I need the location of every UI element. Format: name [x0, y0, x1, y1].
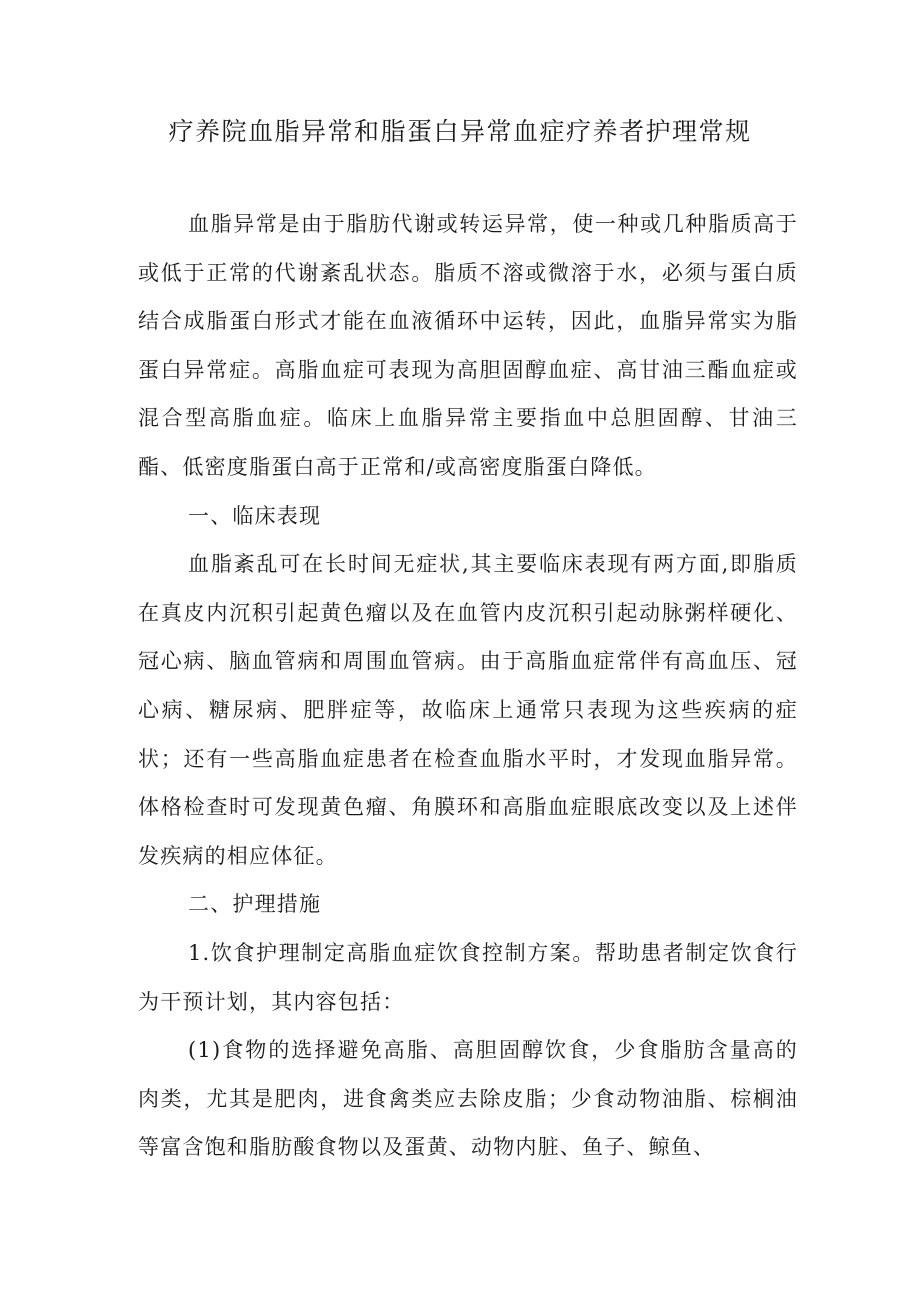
clinical-paragraph: 血脂紊乱可在长时间无症状,其主要临床表现有两方面,即脂质在真皮内沉积引起黄色瘤以及在血管内皮沉积引起动脉粥样硬化、冠心病、脑血管病和周围血管病。由于高脂血症常伴有高血压、冠心病、糖尿病、肥胖症等，故临床上通常只表现为这些疾病的症状；还有一些高脂血症患者在检查血脂水平时，才发现血脂异常。体格检查时可发现黄色瘤、角膜环和高脂血症眼底改变以及上述伴发疾病的相应体征。	[138, 552, 798, 868]
section-heading-nursing: 二、护理措施	[188, 892, 322, 917]
document-body	[138, 200, 798, 1172]
document-title: 疗养院血脂异常和脂蛋白异常血症疗养者护理常规	[168, 117, 752, 146]
section-heading-clinical: 一、临床表现	[188, 503, 322, 528]
nursing-item-diet: 1.饮食护理制定高脂血症饮食控制方案。帮助患者制定饮食行为干预计划，其内容包括：	[138, 940, 798, 1014]
nursing-subitem-food-selection: (1)食物的选择避免高脂、高胆固醇饮食，少食脂肪含量高的肉类，尤其是肥肉，进食禽类应去除皮脂；少食动物油脂、棕榈油等富含饱和脂肪酸食物以及蛋黄、动物内脏、鱼子、鲸鱼、	[138, 1038, 798, 1160]
intro-paragraph: 血脂异常是由于脂肪代谢或转运异常，使一种或几种脂质高于或低于正常的代谢紊乱状态。脂质不溶或微溶于水，必须与蛋白质结合成脂蛋白形式才能在血液循环中运转，因此，血脂异常实为脂蛋白异常症。高脂血症可表现为高胆固醇血症、高甘油三酯血症或混合型高脂血症。临床上血脂异常主要指血中总胆固醇、甘油三酯、低密度脂蛋白高于正常和/或高密度脂蛋白降低。	[138, 212, 798, 479]
